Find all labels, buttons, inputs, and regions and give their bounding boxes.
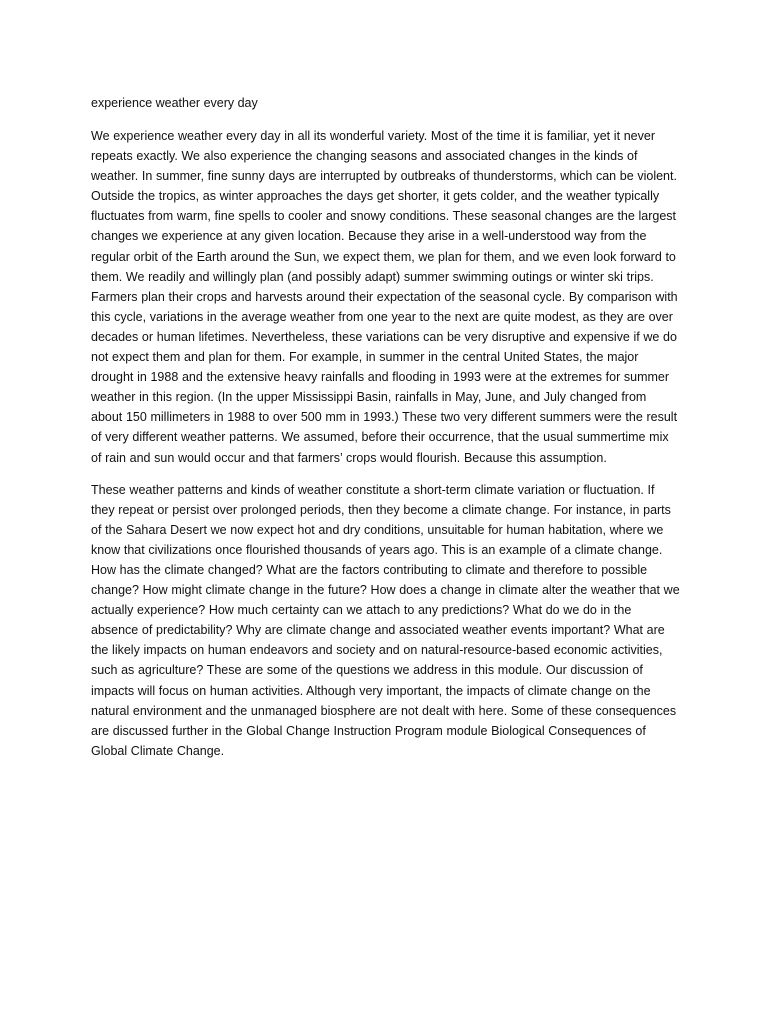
document-title: experience weather every day: [91, 96, 258, 110]
paragraph-weather-variety: We experience weather every day in all its wonderful variety. Most of the time it is familiar, yet it never repeats exactly. We also experience the changing seasons and associated changes in the kinds of weather. In summer, fine sunny days are interrupted by outbreaks of thunderstorms, which can be violent. Outside the tropics, as winter approaches the days get shorter, it gets colder, and the weather typically fluctuates from warm, fine spells to cooler and snowy conditions. These seasonal changes are the largest changes we experience at any given location. Because they arise in a well-understood way from the regular orbit of the Earth around the Sun, we expect them, we plan for them, and we even look forward to them. We readily and willingly plan (and possibly adapt) summer swimming outings or winter ski trips. Farmers plan their crops and harvests around their expectation of the seasonal cycle. By comparison with this cycle, variations in the average weather from one year to the next are quite modest, as they are over decades or human lifetimes. Nevertheless, these variations can be very disruptive and expensive if we do not expect them and plan for them. For example, in summer in the central United States, the major drought in 1988 and the extensive heavy rainfalls and flooding in 1993 were at the extremes for summer weather in this region. (In the upper Mississippi Basin, rainfalls in May, June, and July changed from about 150 millimeters in 1988 to over 500 mm in 1993.) These two very different summers were the result of very different weather patterns. We assumed, before their occurrence, that the usual summertime mix of rain and sun would occur and that farmers’ crops would flourish. Because this assumption.: [91, 129, 678, 465]
paragraph-climate-change: These weather patterns and kinds of weather constitute a short-term climate variation or fluctuation. If they repeat or persist over prolonged periods, then they become a climate change. For instance, in parts of the Sahara Desert we now expect hot and dry conditions, unsuitable for human habitation, where we know that civilizations once flourished thousands of years ago. This is an example of a climate change. How has the climate changed? What are the factors contributing to climate and therefore to possible change? How might climate change in the future? How does a change in climate alter the weather that we actually experience? How much certainty can we attach to any predictions? What do we do in the absence of predictability? Why are climate change and associated weather events important? What are the likely impacts on human endeavors and society and on natural-resource-based economic activities, such as agriculture? These are some of the questions we address in this module. Our discussion of impacts will focus on human activities. Although very important, the impacts of climate change on the natural environment and the unmanaged biosphere are not dealt with here. Some of these consequences are discussed further in the Global Change Instruction Program module Biological Consequences of Global Climate Change.: [91, 482, 680, 758]
